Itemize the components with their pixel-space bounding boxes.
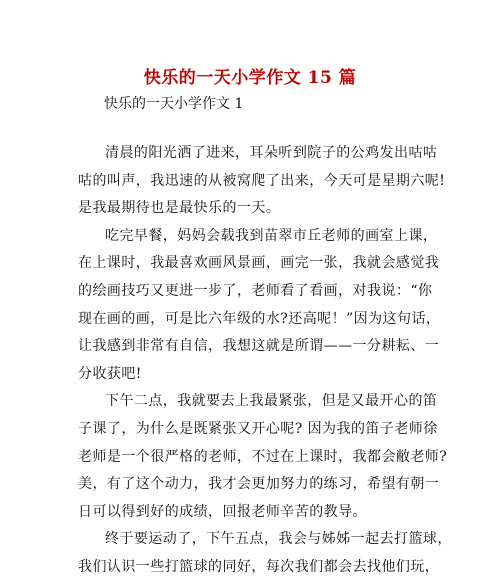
text-line: 咕的叫声，我迅速的从被窝爬了出来，今天可是星期六呢! bbox=[78, 172, 446, 189]
text-line: 子课了，为什么是既紧张又开心呢? 因为我的笛子老师徐 bbox=[78, 420, 438, 437]
text-line: 分收获吧! bbox=[78, 365, 142, 382]
text-line: 我们认识一些打篮球的同好，每次我们都会去找他们玩， bbox=[78, 558, 440, 575]
text-line: 清晨的阳光洒了进来，耳朵听到院子的公鸡发出咕咕 bbox=[105, 145, 438, 161]
text-line: 日可以得到好的成绩，回报老师辛苦的教导。 bbox=[78, 503, 367, 520]
text-line: 在上课时，我最喜欢画风景画，画完一张，我就会感觉我 bbox=[78, 255, 440, 272]
text-line: 的绘画技巧又更进一步了，老师看了看画，对我说：“你 bbox=[78, 282, 433, 299]
essay-body bbox=[78, 140, 452, 582]
document-subtitle: 快乐的一天小学作文 1 bbox=[104, 96, 244, 112]
text-line: 老师是一个很严格的老师，不过在上课时，我都会敝老师? bbox=[78, 448, 448, 465]
text-line: 让我感到非常有自信，我想这就是所谓——一分耕耘、一 bbox=[78, 338, 440, 355]
text-line: 下午二点，我就要去上我最紧张，但是又最开心的笛 bbox=[105, 393, 438, 410]
text-line: 现在画的画，可是比六年级的水?还高呢！”因为这句话， bbox=[78, 310, 441, 327]
text-line: 吃完早餐，妈妈会载我到苗翠市丘老师的画室上课， bbox=[105, 227, 438, 244]
text-line: 是我最期待也是最快乐的一天。 bbox=[78, 200, 281, 217]
text-line: 美，有了这个动力，我才会更加努力的练习，希望有朝一 bbox=[78, 476, 440, 493]
document-title: 快乐的一天小学作文 15 篇 bbox=[143, 68, 357, 88]
text-line: 终于要运动了，下午五点，我会与姊姊一起去打篮球， bbox=[105, 531, 452, 548]
